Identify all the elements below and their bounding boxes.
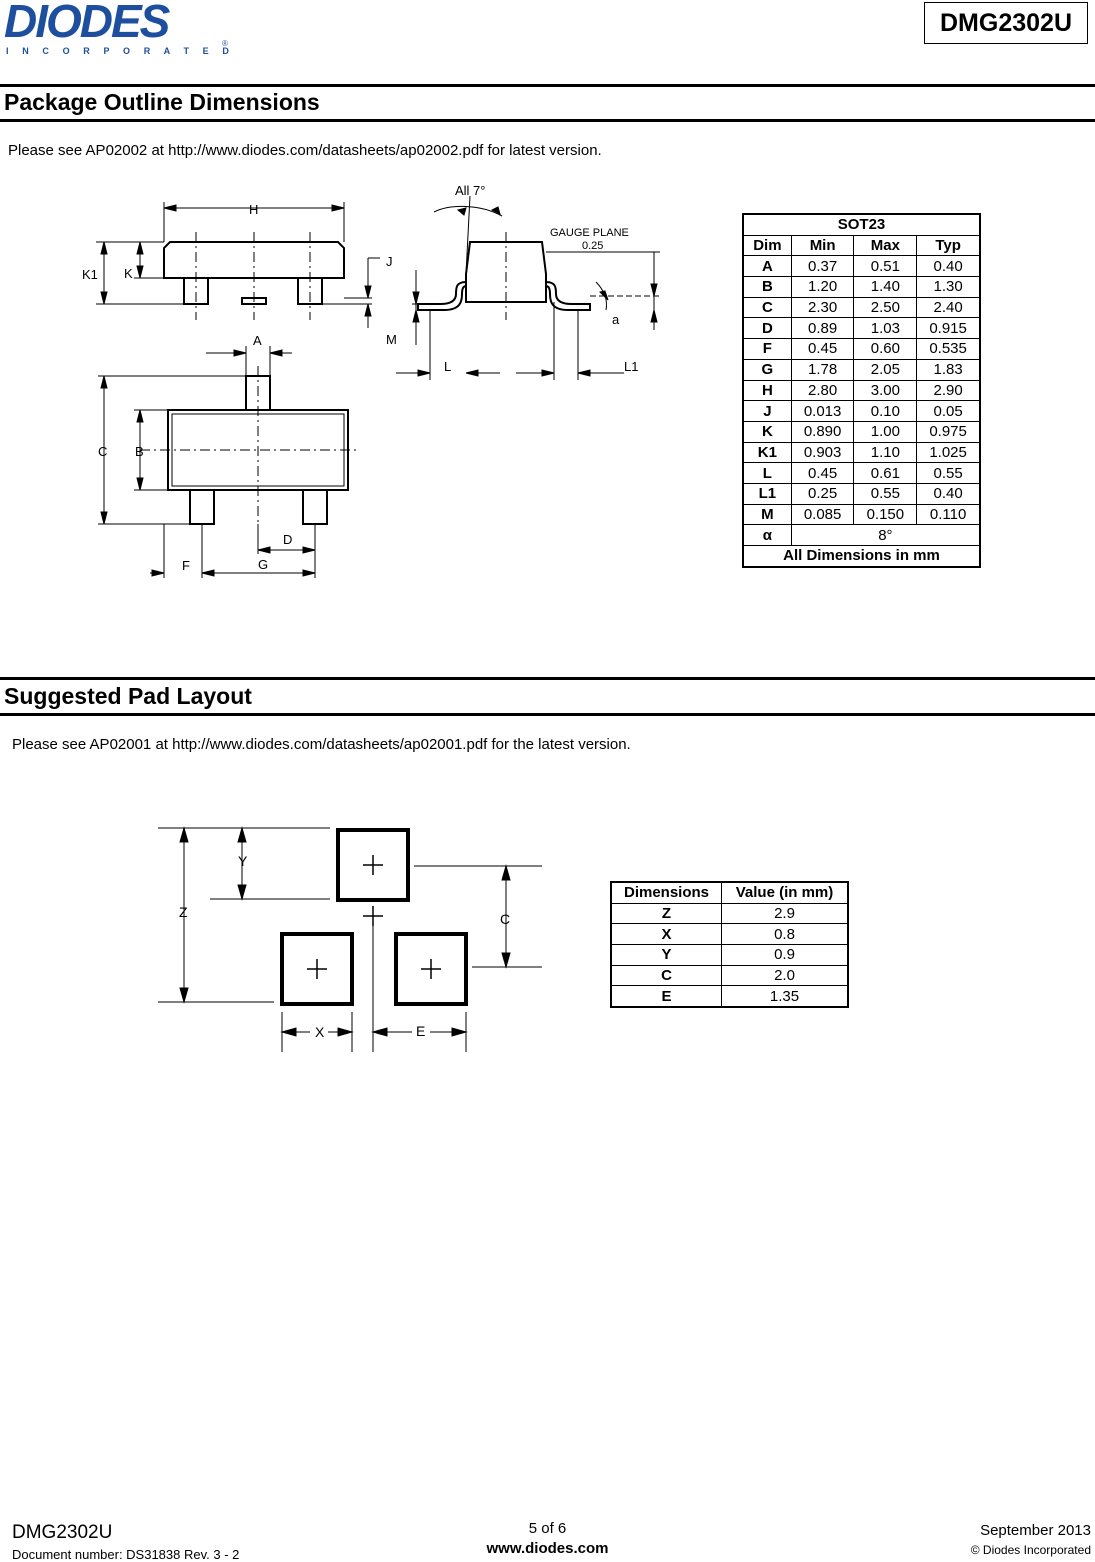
dim-label: B [744, 277, 792, 298]
dim-label: Y [612, 945, 722, 966]
dim-label: E [612, 986, 722, 1007]
label-E: E [416, 1023, 426, 1039]
label-H: H [249, 202, 259, 217]
dim-label: X [612, 924, 722, 945]
label-gauge-value: 0.25 [582, 240, 604, 252]
diodes-logo [4, 0, 236, 58]
dim-value: 0.013 [791, 401, 854, 422]
dim-value: 1.83 [917, 359, 980, 380]
col-min: Min [791, 235, 854, 256]
top-lead-2 [190, 490, 214, 524]
dim-value: 0.45 [791, 463, 854, 484]
label-alpha: a [612, 312, 620, 327]
dim-value: 0.535 [917, 339, 980, 360]
dim-value: 0.40 [917, 483, 980, 504]
dim-value: 0.89 [791, 318, 854, 339]
label-D: D [283, 532, 293, 547]
dim-value: 1.30 [917, 277, 980, 298]
dim-value: 0.9 [722, 945, 848, 966]
footer-part: DMG2302U [12, 1522, 113, 1543]
dim-value: 0.890 [791, 421, 854, 442]
dim-value: 0.55 [854, 483, 917, 504]
dim-value: 1.00 [854, 421, 917, 442]
dim-value: 1.03 [854, 318, 917, 339]
table-row [744, 359, 980, 380]
dim-value: 1.025 [917, 442, 980, 463]
label-L1: L1 [624, 359, 639, 374]
pad-note: Please see AP02001 at http://www.diodes.com/datasheets/ap02001.pdf for the latest version. [12, 736, 631, 753]
table-row [612, 945, 848, 966]
section-rule-bottom [0, 119, 1095, 122]
col-dim: Dim [744, 235, 792, 256]
dim-value: 1.10 [854, 442, 917, 463]
footer-date: September 2013 [980, 1522, 1091, 1539]
alpha-symbol: α [744, 525, 792, 546]
table-row [612, 965, 848, 986]
dim-label: L1 [744, 483, 792, 504]
footer-page: 5 of 6 [528, 1520, 567, 1537]
col-typ: Typ [917, 235, 980, 256]
table-row [744, 380, 980, 401]
dim-value: 2.90 [917, 380, 980, 401]
label-K: K [124, 266, 133, 281]
dim-value: 0.51 [854, 256, 917, 277]
label-K1: K1 [82, 267, 98, 282]
label-Z: Z [179, 904, 188, 920]
dim-value: 2.40 [917, 297, 980, 318]
footer-website[interactable]: www.diodes.com [486, 1540, 609, 1557]
label-C: C [500, 911, 511, 927]
dim-value: 0.40 [917, 256, 980, 277]
dim-label: M [744, 504, 792, 525]
label-all7: All 7° [455, 183, 486, 198]
table-row [744, 318, 980, 339]
dim-label: Z [612, 903, 722, 924]
dim-label: D [744, 318, 792, 339]
table-row [744, 483, 980, 504]
footer-center [0, 1520, 1095, 1557]
footer-right [971, 1522, 1091, 1557]
table-row [744, 277, 980, 298]
footer-doc-number: Document number: DS31838 Rev. 3 - 2 [12, 1547, 240, 1562]
dim-value: 1.40 [854, 277, 917, 298]
table-row [744, 339, 980, 360]
dim-value: 2.05 [854, 359, 917, 380]
outline-note: Please see AP02002 at http://www.diodes.com/datasheets/ap02002.pdf for latest version. [8, 142, 602, 159]
dim-label: K1 [744, 442, 792, 463]
dim-value: 0.110 [917, 504, 980, 525]
dim-value: 0.150 [854, 504, 917, 525]
logo-word: DIODES [4, 0, 169, 47]
dim-value: 0.975 [917, 421, 980, 442]
table-row [744, 463, 980, 484]
top-lead-3 [303, 490, 327, 524]
logo-registered: ® [222, 39, 228, 48]
dim-label: H [744, 380, 792, 401]
table-row [744, 256, 980, 277]
label-F: F [182, 558, 190, 573]
table-footer: All Dimensions in mm [744, 546, 980, 567]
dim-value: 0.8 [722, 924, 848, 945]
dim-label: C [744, 297, 792, 318]
outline-title: Package Outline Dimensions [4, 89, 320, 115]
table-row [744, 421, 980, 442]
label-X: X [315, 1024, 325, 1040]
sot23-dimension-table [742, 213, 981, 568]
table-row [744, 297, 980, 318]
dim-value: 0.60 [854, 339, 917, 360]
alpha-value: 8° [791, 525, 979, 546]
part-number: DMG2302U [940, 8, 1072, 37]
table-row [744, 504, 980, 525]
section-rule-top [0, 84, 1095, 87]
package-outline-drawing [0, 170, 720, 590]
dim-value: 0.085 [791, 504, 854, 525]
dim-value: 1.20 [791, 277, 854, 298]
table-row [612, 986, 848, 1007]
label-A: A [253, 333, 262, 348]
dim-label: F [744, 339, 792, 360]
dim-value: 2.0 [722, 965, 848, 986]
pad-dimension-table [610, 881, 849, 1008]
table-row [612, 924, 848, 945]
dim-value: 0.45 [791, 339, 854, 360]
dim-value: 0.37 [791, 256, 854, 277]
label-gauge: GAUGE PLANE [550, 227, 629, 239]
label-J: J [386, 254, 393, 269]
dim-value: 0.903 [791, 442, 854, 463]
end-lead-right [546, 282, 590, 310]
dim-label: A [744, 256, 792, 277]
pad-layout-drawing [150, 820, 550, 1060]
table-title: SOT23 [744, 215, 980, 236]
dim-value: 2.30 [791, 297, 854, 318]
dim-label: C [612, 965, 722, 986]
dim-value: 0.55 [917, 463, 980, 484]
end-lead-left [418, 282, 466, 310]
part-number-box [924, 2, 1088, 44]
label-Y: Y [238, 853, 248, 869]
section-rule-bottom [0, 713, 1095, 716]
dim-value: 2.9 [722, 903, 848, 924]
section-rule-top [0, 677, 1095, 680]
label-C: C [98, 444, 108, 459]
dim-label: G [744, 359, 792, 380]
logo-subtext: I N C O R P O R A T E D [6, 46, 235, 56]
dim-label: J [744, 401, 792, 422]
col-value: Value (in mm) [722, 883, 848, 904]
table-row [744, 442, 980, 463]
dim-value: 0.05 [917, 401, 980, 422]
dim-label: L [744, 463, 792, 484]
dim-value: 1.35 [722, 986, 848, 1007]
footer-copyright: © Diodes Incorporated [970, 1543, 1091, 1557]
dim-label: K [744, 421, 792, 442]
dim-value: 0.61 [854, 463, 917, 484]
table-row [744, 401, 980, 422]
table-row [612, 903, 848, 924]
dim-value: 0.915 [917, 318, 980, 339]
dim-value: 1.78 [791, 359, 854, 380]
dim-value: 2.80 [791, 380, 854, 401]
label-B: B [135, 444, 144, 459]
label-G: G [258, 557, 269, 572]
col-dimensions: Dimensions [612, 883, 722, 904]
col-max: Max [854, 235, 917, 256]
label-L: L [444, 359, 452, 374]
pad-title: Suggested Pad Layout [4, 683, 252, 709]
dim-value: 2.50 [854, 297, 917, 318]
dim-value: 3.00 [854, 380, 917, 401]
dim-value: 0.25 [791, 483, 854, 504]
dim-value: 0.10 [854, 401, 917, 422]
label-M: M [386, 332, 397, 347]
